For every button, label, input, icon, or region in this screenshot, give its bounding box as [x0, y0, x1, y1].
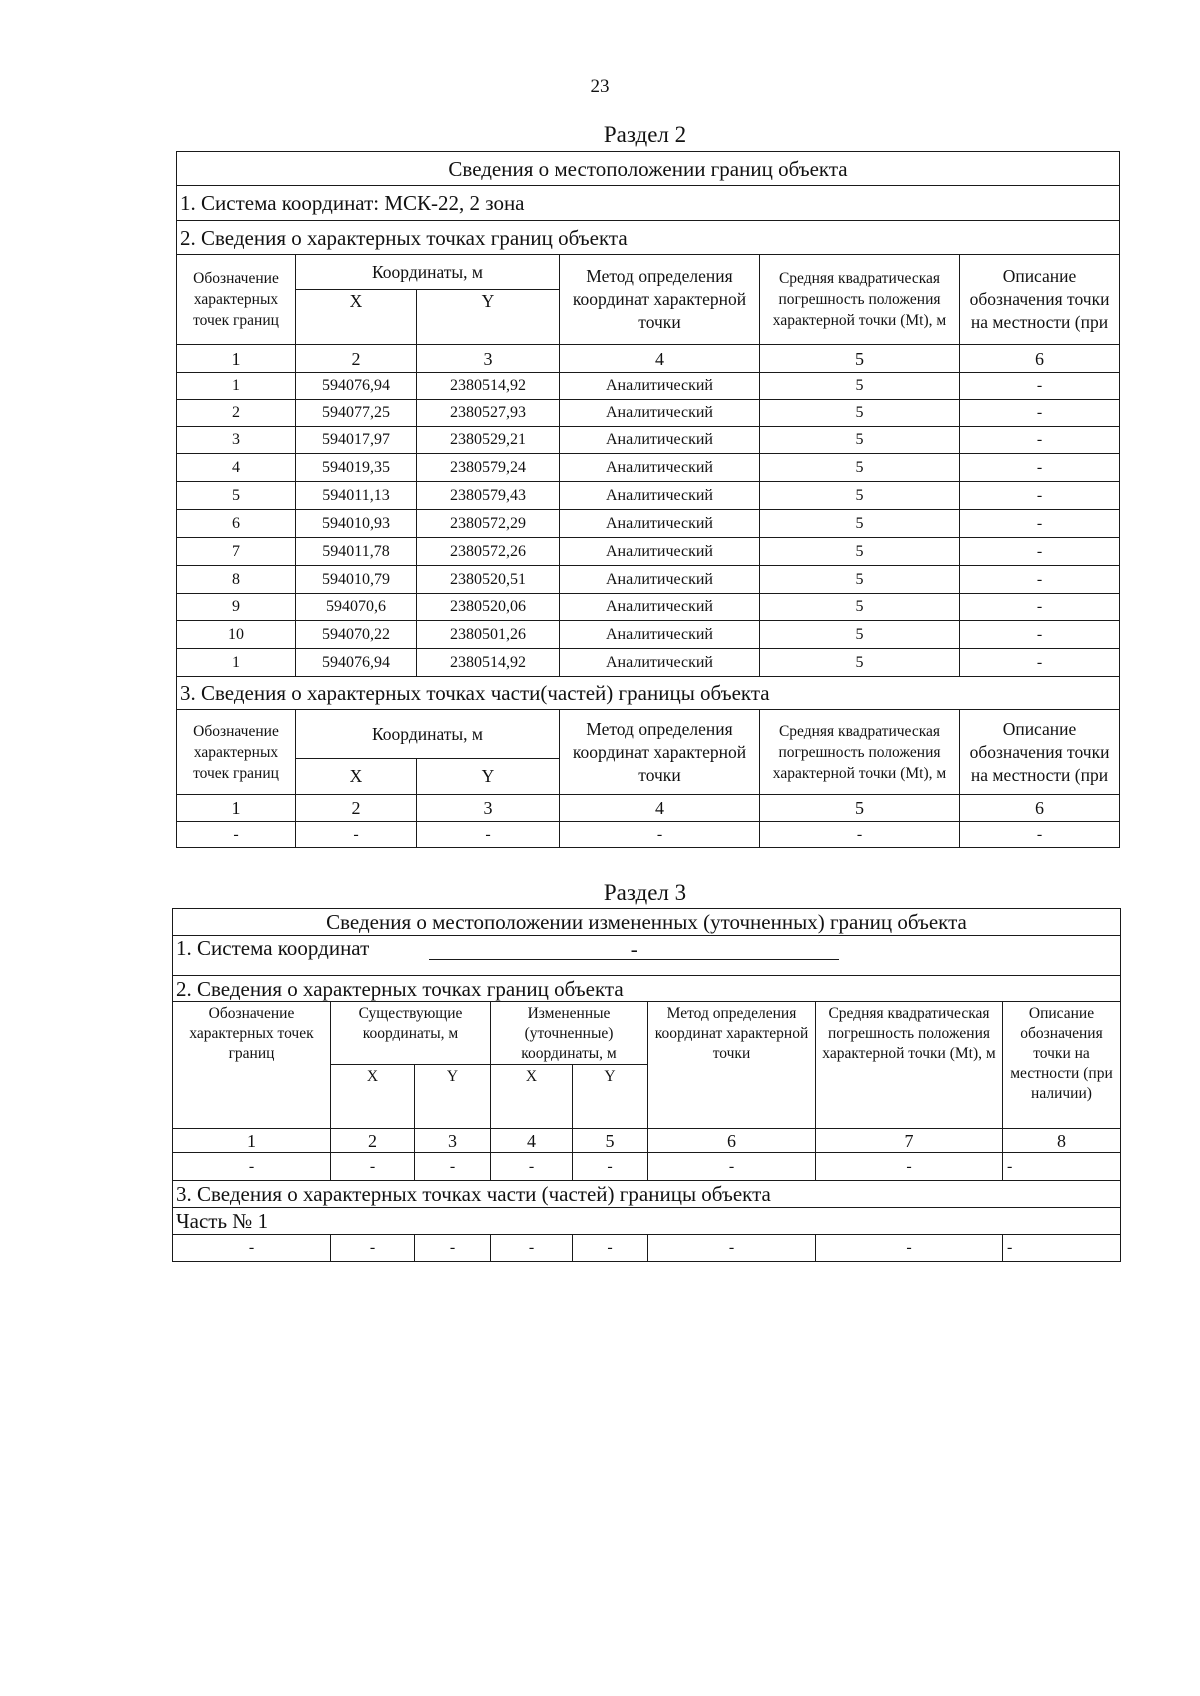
column-number: 6 [648, 1129, 816, 1153]
header-method: Метод определения координат характерной точки [648, 1002, 816, 1129]
cell: - [1003, 1235, 1121, 1262]
coord-x: 594010,79 [296, 566, 417, 594]
point-id: 6 [177, 510, 296, 538]
header-changed-x: X [491, 1065, 573, 1129]
column-number: 1 [177, 795, 296, 822]
cell: - [331, 1153, 415, 1181]
header-coordinates: Координаты, м [296, 255, 560, 290]
points-heading: 2. Сведения о характерных точках границ объекта [177, 221, 1120, 255]
method: Аналитический [560, 373, 760, 400]
error-mt: 5 [760, 482, 960, 510]
coord-y: 2380579,24 [417, 454, 560, 482]
cell: - [573, 1153, 648, 1181]
coord-y: 2380529,21 [417, 427, 560, 454]
description: - [960, 482, 1120, 510]
coord-y: 2380579,43 [417, 482, 560, 510]
description: - [960, 427, 1120, 454]
error-mt: 5 [760, 400, 960, 427]
column-number: 3 [415, 1129, 491, 1153]
section-2-heading: Сведения о местоположении границ объекта [177, 152, 1120, 186]
description: - [960, 510, 1120, 538]
coord-x: 594076,94 [296, 373, 417, 400]
parts-header-x: X [296, 759, 417, 795]
header-x: X [296, 290, 417, 345]
column-number: 4 [560, 795, 760, 822]
error-mt: 5 [760, 566, 960, 594]
parts-header-method: Метод определения координат характерной точки [560, 710, 760, 795]
parts-heading: 3. Сведения о характерных точках части(частей) границы объекта [177, 677, 1120, 710]
column-number: 8 [1003, 1129, 1121, 1153]
section-3-title: Раздел 3 [603, 880, 687, 905]
coordinate-system [173, 936, 1121, 976]
point-id: 10 [177, 621, 296, 649]
cell: - [560, 822, 760, 848]
cell: - [648, 1153, 816, 1181]
point-id: 7 [177, 538, 296, 566]
coord-x: 594070,22 [296, 621, 417, 649]
method: Аналитический [560, 482, 760, 510]
cell: - [177, 822, 296, 848]
coord-x: 594019,35 [296, 454, 417, 482]
cell: - [760, 822, 960, 848]
point-id: 2 [177, 400, 296, 427]
header-existing-coordinates: Существующие координаты, м [331, 1002, 491, 1065]
description: - [960, 566, 1120, 594]
description: - [960, 373, 1120, 400]
coord-y: 2380501,26 [417, 621, 560, 649]
column-number: 5 [760, 345, 960, 373]
header-existing-x: X [331, 1065, 415, 1129]
header-method: Метод определения координат характерной точки [560, 255, 760, 345]
table-row [177, 822, 1120, 848]
cell: - [491, 1153, 573, 1181]
point-id: 4 [177, 454, 296, 482]
cell: - [816, 1235, 1003, 1262]
cell: - [648, 1235, 816, 1262]
coord-x: 594076,94 [296, 649, 417, 677]
point-id: 1 [177, 373, 296, 400]
cell: - [331, 1235, 415, 1262]
cell: - [960, 822, 1120, 848]
column-number: 6 [960, 795, 1120, 822]
coord-x: 594011,13 [296, 482, 417, 510]
section-2-table [176, 151, 1120, 848]
table-row [177, 538, 1120, 566]
header-designation: Обозначение характерных точек границ [177, 255, 296, 345]
column-number: 5 [760, 795, 960, 822]
error-mt: 5 [760, 538, 960, 566]
description: - [960, 538, 1120, 566]
section-3-heading: Сведения о местоположении измененных (уточненных) границ объекта [173, 909, 1121, 936]
method: Аналитический [560, 649, 760, 677]
description: - [960, 649, 1120, 677]
cell: - [415, 1235, 491, 1262]
header-description: Описание обозначения точки на местности (при наличии) [1003, 1002, 1121, 1129]
column-number: 3 [417, 795, 560, 822]
method: Аналитический [560, 621, 760, 649]
coord-y: 2380514,92 [417, 373, 560, 400]
table-row [173, 1153, 1121, 1181]
column-number: 2 [296, 345, 417, 373]
error-mt: 5 [760, 649, 960, 677]
error-mt: 5 [760, 621, 960, 649]
point-id: 5 [177, 482, 296, 510]
method: Аналитический [560, 594, 760, 621]
column-number: 5 [573, 1129, 648, 1153]
coord-y: 2380527,93 [417, 400, 560, 427]
cell: - [816, 1153, 1003, 1181]
part-label: Часть № 1 [173, 1208, 1121, 1235]
table-row [177, 594, 1120, 621]
header-designation: Обозначение характерных точек границ [173, 1002, 331, 1129]
coordinate-system-value: - [429, 939, 839, 960]
column-number: 1 [177, 345, 296, 373]
table-row [177, 649, 1120, 677]
method: Аналитический [560, 510, 760, 538]
coord-x: 594077,25 [296, 400, 417, 427]
page-number: 23 [590, 76, 610, 97]
parts-heading: 3. Сведения о характерных точках части (частей) границы объекта [173, 1181, 1121, 1208]
table-row [173, 1235, 1121, 1262]
coord-x: 594011,78 [296, 538, 417, 566]
table-row [177, 621, 1120, 649]
coord-y: 2380520,51 [417, 566, 560, 594]
coord-y: 2380572,29 [417, 510, 560, 538]
table-row [177, 510, 1120, 538]
coordinate-system: 1. Система координат: МСК-22, 2 зона [177, 186, 1120, 221]
parts-header-description: Описание обозначения точки на местности (при [960, 710, 1120, 795]
parts-header-error: Средняя квадратическая погрешность положения характерной точки (Mt), м [760, 710, 960, 795]
description: - [960, 594, 1120, 621]
parts-header-y: Y [417, 759, 560, 795]
points-heading: 2. Сведения о характерных точках границ объекта [173, 976, 1121, 1002]
method: Аналитический [560, 400, 760, 427]
coord-y: 2380572,26 [417, 538, 560, 566]
table-row [177, 454, 1120, 482]
point-id: 8 [177, 566, 296, 594]
table-row [177, 373, 1120, 400]
error-mt: 5 [760, 454, 960, 482]
header-changed-coordinates: Измененные (уточненные) координаты, м [491, 1002, 648, 1065]
method: Аналитический [560, 538, 760, 566]
cell: - [415, 1153, 491, 1181]
error-mt: 5 [760, 510, 960, 538]
column-number: 7 [816, 1129, 1003, 1153]
header-y: Y [417, 290, 560, 345]
cell: - [491, 1235, 573, 1262]
error-mt: 5 [760, 427, 960, 454]
column-number: 6 [960, 345, 1120, 373]
column-number: 1 [173, 1129, 331, 1153]
column-number: 3 [417, 345, 560, 373]
coord-x: 594070,6 [296, 594, 417, 621]
coordinate-system-label: 1. Система координат [176, 936, 370, 960]
column-numbers-row [173, 1129, 1121, 1153]
point-id: 9 [177, 594, 296, 621]
header-existing-y: Y [415, 1065, 491, 1129]
parts-header-coordinates: Координаты, м [296, 710, 560, 759]
cell: - [173, 1153, 331, 1181]
section-3-table [172, 908, 1121, 1262]
description: - [960, 621, 1120, 649]
cell: - [573, 1235, 648, 1262]
table-row [177, 427, 1120, 454]
coord-x: 594017,97 [296, 427, 417, 454]
cell: - [417, 822, 560, 848]
header-description: Описание обозначения точки на местности (при [960, 255, 1120, 345]
column-numbers-row [177, 345, 1120, 373]
header-changed-y: Y [573, 1065, 648, 1129]
error-mt: 5 [760, 373, 960, 400]
description: - [960, 454, 1120, 482]
header-error: Средняя квадратическая погрешность положения характерной точки (Mt), м [760, 255, 960, 345]
error-mt: 5 [760, 594, 960, 621]
method: Аналитический [560, 454, 760, 482]
cell: - [173, 1235, 331, 1262]
section-2-title: Раздел 2 [603, 122, 687, 147]
point-id: 1 [177, 649, 296, 677]
method: Аналитический [560, 427, 760, 454]
table-row [177, 400, 1120, 427]
cell: - [1003, 1153, 1121, 1181]
table-row [177, 566, 1120, 594]
coord-x: 594010,93 [296, 510, 417, 538]
column-number: 4 [491, 1129, 573, 1153]
point-id: 3 [177, 427, 296, 454]
description: - [960, 400, 1120, 427]
header-error: Средняя квадратическая погрешность положения характерной точки (Mt), м [816, 1002, 1003, 1129]
cell: - [296, 822, 417, 848]
coord-y: 2380520,06 [417, 594, 560, 621]
column-number: 4 [560, 345, 760, 373]
column-number: 2 [331, 1129, 415, 1153]
column-number: 2 [296, 795, 417, 822]
parts-header-designation: Обозначение характерных точек границ [177, 710, 296, 795]
parts-column-numbers-row [177, 795, 1120, 822]
method: Аналитический [560, 566, 760, 594]
coord-y: 2380514,92 [417, 649, 560, 677]
table-row [177, 482, 1120, 510]
